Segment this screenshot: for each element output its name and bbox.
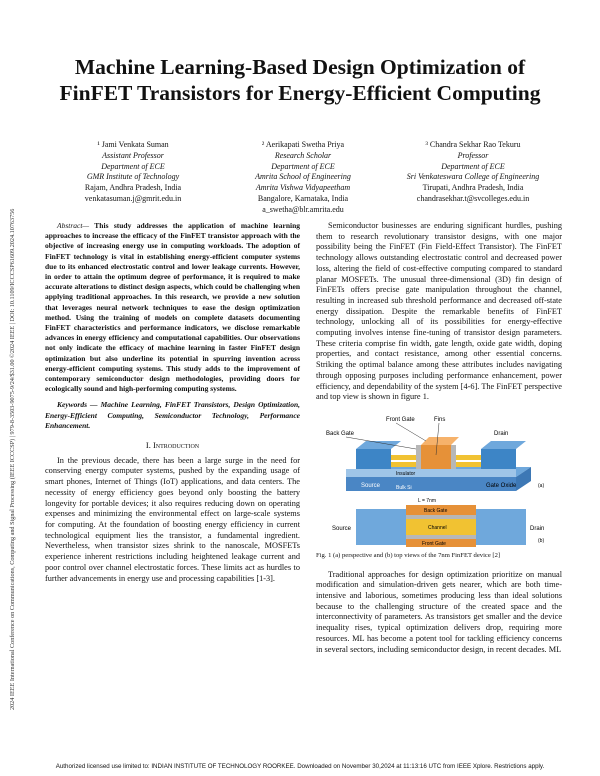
author-email[interactable]: venkatasuman.j@gmrit.edu.in (84, 193, 182, 203)
body-paragraph-2: Traditional approaches for design optimization prioritize on manual modification and simulation-driven gets nearer, which are both time-intensive and laborious, sometimes producing less than ideal solutions because to the challenging structure of the created space and the interconnectivity of parameters. As transistors get smaller and the device inequality rises, typical optimization delivers drop, requiring more resources. ML has become a potent tool for tackling efficiency concerns in several sectors, including semiconductor design, in recent decades. ML (316, 569, 562, 654)
label-fins: Fins (434, 416, 446, 423)
intro-paragraph: In the previous decade, there has been a large surge in the need for conserving energy computer systems, pushed by the expanding usage of smart phones, Internet of Things (IoT) applications, and data centers. The necessity of energy efficiency goes beyond only boosting the battery longevity for portable devices; it also requires reducing down on operating expenses and minimizing the environmental effect on large-scale systems for computing. At the foundation of boosting energy efficiency in current technological equipment lies the transistor, a fundamental ingredient. Nevertheless, when transistor sizes shrink to the nanoscale, MOSFETs experience inherent restrictions including heightened leakage current and poor control over channel electrostatic forces. These limits act as hurdles to further advancements in energy use and processing capabilities [1-3]. (45, 455, 300, 583)
author-3 (388, 140, 558, 205)
figure-caption: Fig. 1 (a) perspective and (b) top views of the 7nm FinFET device [2] (316, 551, 501, 559)
source-top (356, 441, 401, 449)
author-2 (218, 140, 388, 216)
author-role: Research Scholar (274, 150, 332, 160)
label-front-gate-b: Front Gate (422, 540, 446, 547)
label-tag-b: (b) (538, 537, 545, 544)
author-role: Assistant Professor (102, 150, 164, 160)
gate-oxide-right (451, 445, 456, 469)
abstract-lead: Abstract— (57, 221, 90, 230)
topview-oxide-1 (406, 515, 476, 519)
section-heading-introduction: I. Introduction (145, 440, 200, 451)
author-email[interactable]: chandrasekhar.t@svcolleges.edu.in (416, 193, 530, 203)
abstract (45, 221, 300, 394)
label-gate-length: L = 7nm (418, 497, 437, 504)
label-back-gate: Back Gate (326, 430, 355, 437)
topview-oxide-2 (406, 535, 476, 539)
side-banner (3, 60, 15, 710)
label-source-b: Source (332, 525, 352, 532)
topview-drain (476, 509, 526, 545)
drain-block (481, 449, 516, 469)
gate-block (421, 445, 451, 469)
label-tag-a: (a) (538, 482, 545, 489)
figure-finfet (316, 409, 562, 549)
author-location: Rajam, Andhra Pradesh, India (84, 183, 182, 193)
label-source: Source (361, 482, 381, 489)
author-org: GMR Institute of Technology (86, 172, 180, 182)
right-column (316, 221, 562, 655)
author-location: Tirupati, Andhra Pradesh, India (422, 183, 524, 193)
drain-top (481, 441, 526, 449)
gate-oxide-left (416, 445, 421, 469)
topview-source (356, 509, 406, 545)
label-drain-b: Drain (530, 525, 545, 532)
author-org: Amrita School of Engineering (255, 172, 351, 182)
author-location: Bangalore, Karnataka, India (257, 193, 349, 203)
side-banner-text: 2024 IEEE International Conference on Communications, Computing and Signal Processing (IEEE ICCCSP) | 979-8-3503-9075-9/24/$31.00 ©2024 IEEE | DOI: 10.1109/ICCCSP61609.2024.10763756 (9, 208, 16, 710)
insulator-layer (346, 469, 516, 477)
author-dept: Department of ECE (441, 161, 505, 171)
leader-front-gate (396, 423, 426, 441)
keywords: Keywords — Machine Learning, FinFET Transistors, Design Optimization, Energy-Efficient Computing, Semiconductor Technology, Performance Enhancement. (45, 400, 300, 430)
label-drain: Drain (494, 430, 509, 437)
author-name: ¹ Jami Venkata Suman (97, 140, 169, 149)
label-back-gate-b: Back Gate (424, 507, 448, 514)
author-dept: Department of ECE (101, 161, 165, 171)
label-insulator: Insulator (396, 470, 416, 477)
author-email[interactable]: a_swetha@blr.amrita.edu (262, 204, 344, 214)
author-dept: Department of ECE (271, 161, 335, 171)
download-footer: Authorized licensed use limited to: INDIAN INSTITUTE OF TECHNOLOGY ROORKEE. Downloaded on November 30,2024 at 11:13:16 UTC from IEEE Xplore. Restrictions apply. (55, 763, 545, 770)
author-org: Sri Venkateswara College of Engineering (406, 172, 540, 182)
finfet-diagram (316, 409, 562, 549)
body-paragraph: Semiconductor businesses are enduring significant hurdles, pushing them to research revolutionary transistor designs, with one major possibility being the FinFET (Fin Field-Effect Transistor). The FinFET technology allows outstanding electrostatic control and decreased power loss, altering the field of cost-effective computing compared to standard planar MOSFETs. The unusual three-dimensional (3D) fin design of FinFETs offers precise gate manipulation throughout the channel, resulting in increased sub threshold performance and decreased off-state energy dissipation. Despite the remarkable benefits of FinFET technology, unlocking all of its possibilities for energy-effective computing involves intense fine-tuning of transistor design parameters. These criteria comprise fin width, gate length, oxide gate width, doping properties, and contact resistance, among other essential concerns. Striking the optimal balance among these attributes includes navigating through opposing purposes including performance enhancement, power efficiency, and dependability of the system [4-6]. The FinFET perspective and top view is shown in figure 1. (316, 221, 562, 402)
author-1 (48, 140, 218, 205)
left-column (45, 221, 300, 584)
paper-title: Machine Learning-Based Design Optimization of FinFET Transistors for Energy-Efficient Computing (59, 55, 541, 105)
author-name: ² Aerikapati Swetha Priya (261, 140, 345, 149)
author-name: ³ Chandra Sekhar Rao Tekuru (425, 140, 521, 149)
gate-top (421, 437, 459, 445)
author-org-2: Amrita Vishwa Vidyapeetham (255, 183, 351, 193)
label-gate-oxide: Gate Oxide (486, 482, 517, 489)
author-role: Professor (457, 150, 489, 160)
abstract-text: This study addresses the application of machine learning approaches to increase the efficacy of the FinFET transistor approach with the objective of increasing energy use in computing workloads. The adoption of FinFET technology is vital in establishing energy-efficient computer systems due to its enhanced electrostatic control and lower leakage currents. However, in order to attain the optimum degree of performance, it is required to make accurate alterations to distinct design aspects, which could be challenging when applying traditional approaches. In this research, we provide a new solution that leverages neural network techniques to ease the design optimization method. Using the training of models on complete datasets documenting FinFET characteristics and performance indicators, we disclose remarkable advances in energy efficiency and computational capabilities. Our observations not only indicate the efficacy of machine learning in faster FinFET design optimization but also underline its potential in spurring invention across energy-efficient computing systems. This study adds to the improvement of contemporary semiconductor design methodologies, providing doors for ecologically sound and high-performing computing systems. (45, 221, 300, 394)
label-bulk-si: Bulk Si (396, 484, 412, 491)
source-block (356, 449, 391, 469)
label-front-gate: Front Gate (386, 416, 415, 423)
author-block (48, 140, 558, 214)
label-channel: Channel (428, 524, 447, 531)
